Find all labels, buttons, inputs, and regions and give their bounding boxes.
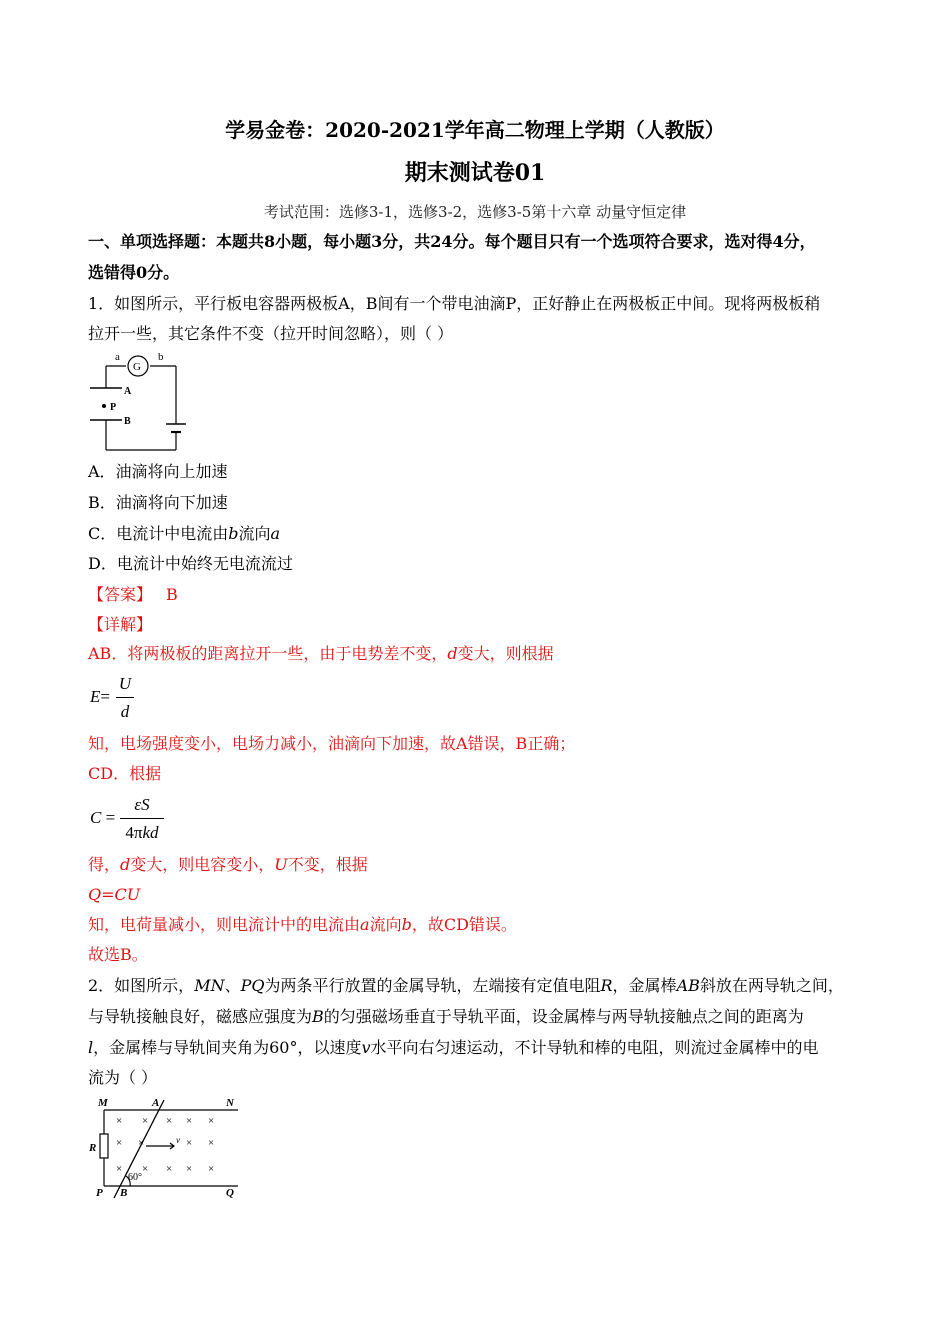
exam-subtitle: 期末测试卷01 xyxy=(404,160,546,186)
q2-l1-r: R xyxy=(600,976,613,995)
q2-l2-b: B xyxy=(312,1007,324,1026)
q1-detail-qcu: Q=CU xyxy=(88,885,141,904)
q1-detail-de-var2: U xyxy=(274,855,288,874)
q2-l1-mn: MN xyxy=(194,976,225,995)
fig2-label-m: M xyxy=(98,1097,108,1109)
capacitor-circuit-figure xyxy=(86,350,196,454)
formula-e-den: d xyxy=(120,702,130,721)
q1-detail-de-prefix: 得， xyxy=(88,855,121,874)
q1-detail-know2 xyxy=(88,915,517,935)
q2-stem-line1 xyxy=(88,976,844,996)
formula-e-eq: = xyxy=(100,687,110,706)
q1-detail-know2-suffix: ，故CD错误。 xyxy=(411,915,517,934)
fig2-label-v: v xyxy=(176,1135,180,1145)
fig2-label-angle: 60° xyxy=(128,1172,142,1183)
q1-detail-conclusion: 故选B。 xyxy=(88,945,148,964)
cross-mark-icon: × xyxy=(142,1163,149,1175)
q1-detail-know2-mid: 流向 xyxy=(369,915,402,934)
q1-detail-de-suffix: 不变，根据 xyxy=(287,855,368,874)
fig2-label-b: B xyxy=(120,1187,128,1199)
fig1-label-a: a xyxy=(115,351,120,363)
section-heading-line2: 选错得0分。 xyxy=(88,263,180,282)
cross-mark-icon: × xyxy=(116,1163,123,1175)
formula-e-fraction xyxy=(116,672,134,726)
q1-stem-line2: 拉开一些，其它条件不变（拉开时间忽略），则（ ） xyxy=(88,324,454,343)
fig1-label-b: b xyxy=(158,351,164,363)
oil-drop-icon xyxy=(102,404,106,408)
cross-mark-icon: × xyxy=(186,1137,193,1149)
q1-option-c-var2: a xyxy=(270,524,281,543)
q1-detail-know2-var2: b xyxy=(401,915,412,934)
fig2-label-q: Q xyxy=(226,1187,234,1199)
q1-detail-ab xyxy=(88,644,554,664)
q2-l3-v: v xyxy=(361,1038,371,1057)
formula-c-den-a: 4π xyxy=(125,823,143,842)
rail-magnetic-figure xyxy=(86,1096,246,1200)
fig1-label-A: A xyxy=(124,386,132,397)
q2-l1-e: 斜放在两导轨之间， xyxy=(699,976,844,995)
formula-e-lhs: E xyxy=(90,687,101,706)
formula-c-num: εS xyxy=(134,795,150,814)
formula-c-fraction xyxy=(120,793,164,847)
cross-mark-icon: × xyxy=(208,1137,215,1149)
fig2-label-p: P xyxy=(96,1187,103,1199)
q1-detail-know2-var1: a xyxy=(360,915,370,934)
formula-e-num: U xyxy=(118,674,132,693)
q2-l3-b: 水平向右匀速运动，不计导轨和棒的电阻，则流过金属棒中的电 xyxy=(370,1038,819,1057)
cross-mark-icon: × xyxy=(166,1163,173,1175)
cross-mark-icon: × xyxy=(142,1115,149,1127)
answer-label: 【答案】 xyxy=(88,585,153,604)
q1-detail-de-mid: 变大，则电容变小， xyxy=(130,855,275,874)
q1-option-c-prefix: C．电流计中电流由 xyxy=(88,524,229,543)
q2-l1-b: 、 xyxy=(224,976,241,995)
q2-stem-line4: 流为（ ） xyxy=(88,1068,158,1087)
fig2-label-n: N xyxy=(226,1097,234,1109)
cross-mark-icon: × xyxy=(116,1137,123,1149)
q1-option-c xyxy=(88,524,280,544)
cross-mark-icon: × xyxy=(116,1115,123,1127)
q1-detail-cd: CD．根据 xyxy=(88,764,162,783)
formula-field-strength xyxy=(88,672,148,726)
q2-l2-a: 与导轨接触良好，磁感应强度为 xyxy=(88,1007,313,1026)
exam-scope: 考试范围：选修3-1，选修3-2，选修3-5第十六章 动量守恒定律 xyxy=(263,203,687,221)
q1-detail-know1: 知，电场强度变小，电场力减小，油滴向下加速，故A错误，B正确； xyxy=(88,734,576,753)
q1-detail-know2-prefix: 知，电荷量减小，则电流计中的电流由 xyxy=(88,915,361,934)
cross-mark-icon: × xyxy=(208,1163,215,1175)
q2-l1-a: 2．如图所示， xyxy=(88,976,195,995)
formula-c-den-b: kd xyxy=(142,823,159,842)
q1-detail-label: 【详解】 xyxy=(88,615,153,634)
q1-option-a: A．油滴将向上加速 xyxy=(88,462,228,481)
q1-answer xyxy=(88,585,178,605)
q1-option-d: D．电流计中始终无电流流过 xyxy=(88,554,293,573)
q1-detail-ab-prefix: AB．将两极板的距离拉开一些，由于电势差不变， xyxy=(88,644,448,663)
q2-l1-pq: PQ xyxy=(240,976,265,995)
cross-mark-icon: × xyxy=(186,1115,193,1127)
page-title: 学易金卷：2020-2021学年高二物理上学期（人教版） xyxy=(225,118,725,142)
q2-l3-a: ，金属棒与导轨间夹角为60°，以速度 xyxy=(93,1038,362,1057)
cross-mark-icon: × xyxy=(138,1137,145,1149)
formula-c-eq: = xyxy=(105,808,116,827)
q2-l1-ab: AB xyxy=(676,976,700,995)
q1-detail-ab-var: d xyxy=(447,644,458,663)
q2-l2-c: 的匀强磁场垂直于导轨平面，设金属棒与两导轨接触点之间的距离为 xyxy=(323,1007,804,1026)
q1-option-c-mid: 流向 xyxy=(238,524,271,543)
fig1-label-g: G xyxy=(133,361,141,373)
q1-option-b: B．油滴将向下加速 xyxy=(88,493,228,512)
section-heading-line1: 一、单项选择题：本题共8小题，每小题3分，共24分。每个题目只有一个选项符合要求，选对得4分， xyxy=(88,232,816,251)
answer-value: B xyxy=(166,585,178,604)
formula-capacitance xyxy=(88,793,178,847)
cross-mark-icon: × xyxy=(186,1163,193,1175)
q1-detail-de-var1: d xyxy=(120,855,131,874)
cross-mark-icon: × xyxy=(208,1115,215,1127)
fig2-label-a: A xyxy=(152,1097,160,1109)
q2-l1-c: 为两条平行放置的金属导轨，左端接有定值电阻 xyxy=(264,976,601,995)
q1-detail-de xyxy=(88,855,368,875)
q1-detail-ab-suffix: 变大，则根据 xyxy=(457,644,554,663)
fig2-label-r: R xyxy=(89,1142,97,1154)
q1-option-c-var1: b xyxy=(228,524,239,543)
cross-mark-icon: × xyxy=(166,1115,173,1127)
q2-stem-line3 xyxy=(88,1038,819,1058)
q2-l3-l: l xyxy=(88,1038,94,1057)
fig1-label-B: B xyxy=(124,416,131,427)
q2-stem-line2 xyxy=(88,1007,804,1027)
fig1-label-P: P xyxy=(110,402,117,413)
formula-c-lhs: C xyxy=(90,808,102,827)
q2-l1-d: ，金属棒 xyxy=(612,976,677,995)
formula-c-den xyxy=(120,823,164,843)
q1-stem-line1: 1．如图所示，平行板电容器两极板A，B间有一个带电油滴P，正好静止在两极板正中间。现将两极板稍 xyxy=(88,294,821,313)
